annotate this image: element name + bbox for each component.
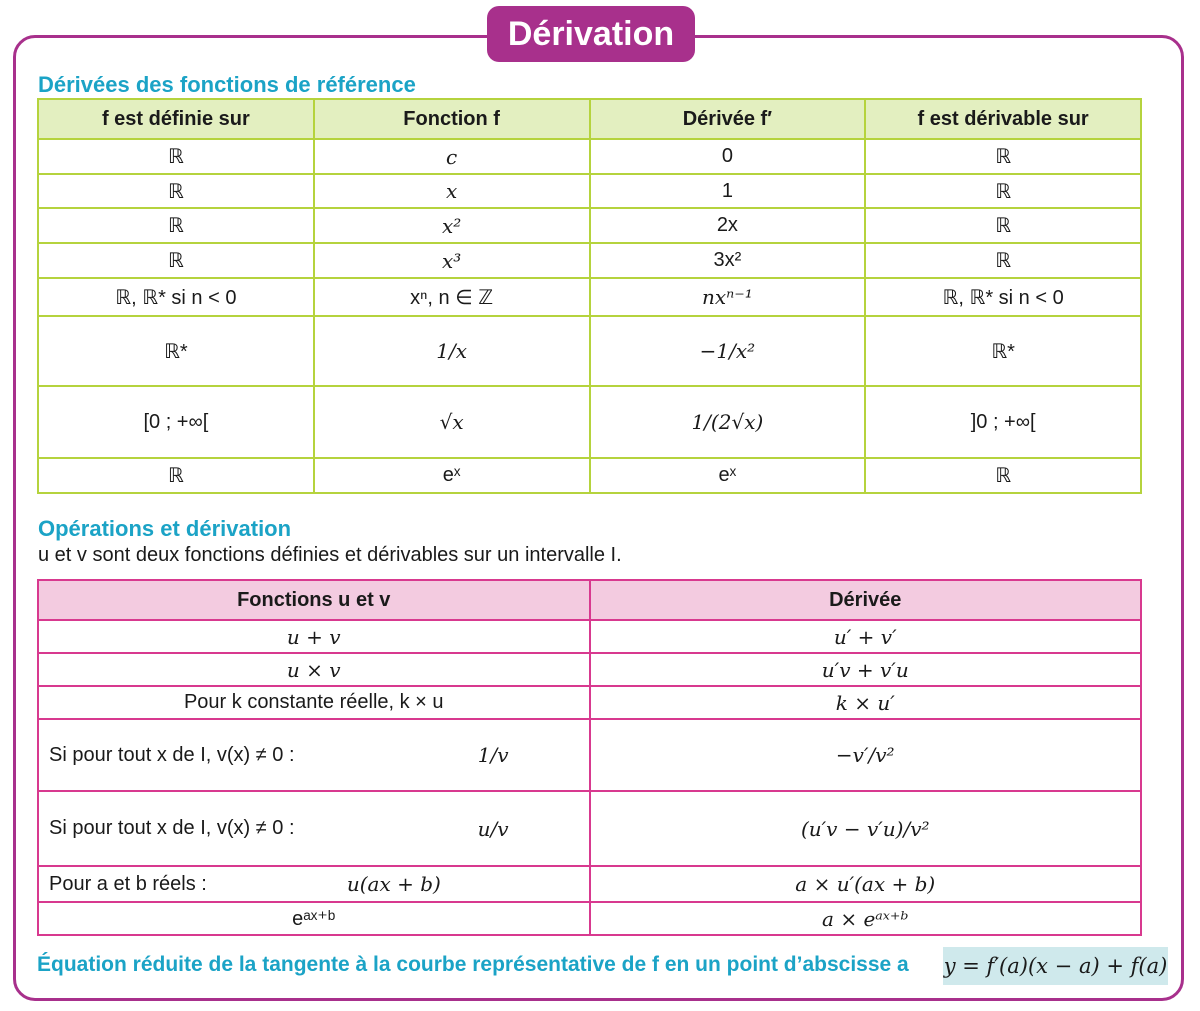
column-header: Dérivée [590,580,1142,620]
column-header: Fonction f [314,99,590,139]
page-title: Dérivation [487,6,695,62]
table-cell: 2x [590,208,866,243]
table-cell [38,791,590,866]
table-cell: nxⁿ⁻¹ [590,278,866,316]
table-cell: Pour k constante réelle, k × u [38,686,590,719]
tangent-label: Équation réduite de la tangente à la courbe représentative de f en un point d’abscisse a [37,953,909,976]
table-cell: eᵃˣ⁺ᵇ [38,902,590,935]
table-cell: ℝ, ℝ* si n < 0 [38,278,314,316]
function-text: u(ax + b) [346,872,441,896]
table-cell: eˣ [314,458,590,493]
table-cell: c [314,139,590,174]
condition-text: Si pour tout x de I, v(x) ≠ 0 : [49,817,295,839]
column-header: Dérivée f′ [590,99,866,139]
table-row [38,620,1141,653]
table-cell: a × u′(ax + b) [590,866,1142,902]
reference-derivatives-table [37,98,1142,494]
column-header: f est définie sur [38,99,314,139]
table-cell [314,386,590,458]
table-row [38,866,1141,902]
reference-section-title: Dérivées des fonctions de référence [38,72,416,97]
table-cell: u + v [38,620,590,653]
table-cell: u × v [38,653,590,686]
table-cell: 0 [590,139,866,174]
condition-text: Pour a et b réels : [49,872,207,895]
table-row [38,902,1141,935]
table-cell: k × u′ [590,686,1142,719]
table-row [38,278,1141,316]
table-cell: 1 [590,174,866,208]
table-cell: (u′v − v′u)/v² [590,791,1142,866]
table-row [38,686,1141,719]
fraction-one-over-two-sqrt-x: 1/(2√x) [691,409,764,434]
table-cell: x³ [314,243,590,278]
table-cell: ℝ [38,174,314,208]
table-cell: x² [314,208,590,243]
operations-intro: u et v sont deux fonctions définies et dérivables sur un intervalle I. [38,544,622,566]
table-cell: 3x² [590,243,866,278]
table-row [38,653,1141,686]
operations-section-title: Opérations et dérivation [38,516,292,541]
fraction-one-over-x: 1/x [436,339,467,363]
table-row [38,243,1141,278]
table-row [38,316,1141,386]
table-cell [38,719,590,791]
tangent-equation: y = f′(a)(x − a) + f(a) [943,947,1168,985]
condition-text: Si pour tout x de I, v(x) ≠ 0 : [49,743,295,766]
table-cell: −v′/v² [590,719,1142,791]
table-cell: ℝ [38,243,314,278]
table-row [38,791,1141,866]
table-cell: xⁿ, n ∈ ℤ [314,278,590,316]
table-cell: ]0 ; +∞[ [865,386,1141,458]
table-cell: ℝ* [865,316,1141,386]
table-cell [590,386,866,458]
operations-table [37,579,1142,936]
table-cell: ℝ, ℝ* si n < 0 [865,278,1141,316]
table-cell: ℝ [865,243,1141,278]
fraction-one-over-v: 1/v [477,743,509,767]
table-header-row [38,580,1141,620]
table-cell [314,316,590,386]
table-cell: ℝ [865,139,1141,174]
table-cell: ℝ [865,458,1141,493]
fraction-u-over-v: u/v [477,816,509,841]
table-cell: ℝ [38,139,314,174]
table-cell: a × eᵃˣ⁺ᵇ [590,902,1142,935]
table-cell [38,866,590,902]
table-cell: x [314,174,590,208]
table-cell: ℝ [38,208,314,243]
table-cell: eˣ [590,458,866,493]
table-cell: ℝ [38,458,314,493]
table-cell: u′ + v′ [590,620,1142,653]
fraction-minus-one-over-x-squared: −1/x² [699,339,756,363]
column-header: f est dérivable sur [865,99,1141,139]
table-row [38,386,1141,458]
table-cell: ℝ [865,174,1141,208]
table-row [38,719,1141,791]
table-cell: u′v + v′u [590,653,1142,686]
table-row [38,139,1141,174]
table-row [38,458,1141,493]
table-cell: ℝ* [38,316,314,386]
table-row [38,208,1141,243]
table-header-row [38,99,1141,139]
table-cell [590,316,866,386]
table-cell: [0 ; +∞[ [38,386,314,458]
table-cell: ℝ [865,208,1141,243]
column-header: Fonctions u et v [38,580,590,620]
table-row [38,174,1141,208]
sqrt-x: √x [439,409,464,434]
